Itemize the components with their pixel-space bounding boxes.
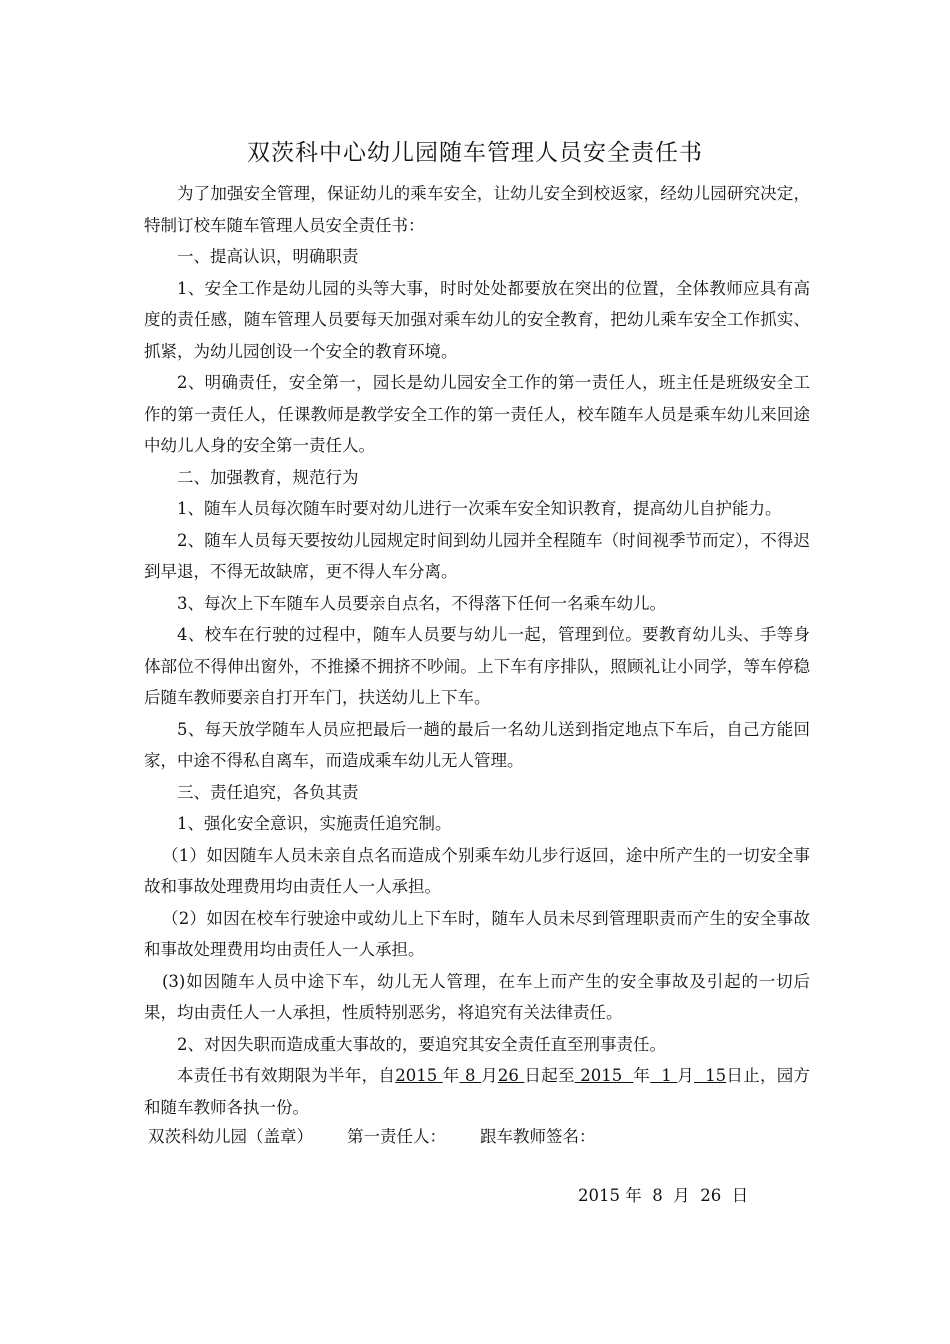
section-3-sub-2: （2）如因在校车行驶途中或幼儿上下车时，随车人员未尽到管理职责而产生的安全事故和事故处理费用均由责任人一人承担。 <box>144 908 810 959</box>
start-day: 26 <box>497 1066 525 1085</box>
year-char-1: 年 <box>442 1066 460 1085</box>
first-responsible-label: 第一责任人： <box>347 1127 446 1146</box>
section-3-item-1: 1、强化安全意识，实施责任追究制。 <box>177 814 452 833</box>
section-3-sub-3: (3)如因随车人员中途下车，幼儿无人管理，在车上而产生的安全事故及引起的一切后果，均由责任人一人承担，性质特别恶劣，将追究有关法律责任。 <box>144 971 810 1022</box>
month-char-2: 月 <box>677 1066 695 1085</box>
year-char-2: 年 <box>633 1066 651 1085</box>
validity-suffix: 日止，园方和随车教师各执一份。 <box>144 1066 811 1117</box>
validity-paragraph <box>144 1060 810 1123</box>
document-date: 2015 年 8 月 26 日 <box>578 1186 749 1205</box>
end-day: 15 <box>694 1066 727 1085</box>
section-2-heading: 二、加强教育，规范行为 <box>177 467 359 487</box>
section-2-item-3: 3、每次上下车随车人员要亲自点名，不得落下任何一名乘车幼儿。 <box>177 593 666 613</box>
section-2-item-1: 1、随车人员每次随车时要对幼儿进行一次乘车安全知识教育，提高幼儿自护能力。 <box>177 499 782 518</box>
end-month: 1 <box>650 1066 678 1085</box>
day-from-text: 日起至 <box>524 1066 575 1085</box>
section-3-heading: 三、责任追究，各负其责 <box>177 782 359 802</box>
month-char-1: 月 <box>481 1066 498 1085</box>
validity-prefix: 本责任书有效期限为半年，自 <box>177 1066 396 1085</box>
end-year: 2015 <box>574 1066 634 1085</box>
teacher-signature-label: 跟车教师签名： <box>480 1127 596 1146</box>
section-1-item-1: 1、安全工作是幼儿园的头等大事，时时处处都要放在突出的位置，全体教师应具有高度的责任感，随车管理人员要每天加强对乘车幼儿的安全教育，把幼儿乘车安全工作抓实、抓紧，为幼儿园创设一个安全的教育环境。 <box>144 278 810 361</box>
org-seal-label: 双茨科幼儿园（盖章） <box>148 1127 313 1146</box>
section-3-item-2: 2、对因失职而造成重大事故的，要追究其安全责任直至刑事责任。 <box>177 1034 666 1054</box>
document-title: 双茨科中心幼儿园随车管理人员安全责任书 <box>247 140 703 166</box>
section-3-sub-1: （1）如因随车人员未亲自点名而造成个别乘车幼儿步行返回，途中所产生的一切安全事故和事故处理费用均由责任人一人承担。 <box>144 845 810 896</box>
section-2-item-4: 4、校车在行驶的过程中，随车人员要与幼儿一起，管理到位。要教育幼儿头、手等身体部位不得伸出窗外，不推搡不拥挤不吵闹。上下车有序排队，照顾礼让小同学，等车停稳后随车教师要亲自打开车门，扶送幼儿上下车。 <box>144 625 810 707</box>
section-2-item-2: 2、随车人员每天要按幼儿园规定时间到幼儿园并全程随车（时间视季节而定），不得迟到早退，不得无故缺席，更不得人车分离。 <box>144 530 810 581</box>
start-month: 8 <box>459 1066 482 1085</box>
signature-line <box>148 1123 630 1147</box>
section-1-item-2: 2、明确责任，安全第一，园长是幼儿园安全工作的第一责任人，班主任是班级安全工作的第一责任人，任课教师是教学安全工作的第一责任人，校车随车人员是乘车幼儿来回途中幼儿人身的安全第一责任人。 <box>144 373 810 455</box>
section-2-item-5: 5、每天放学随车人员应把最后一趟的最后一名幼儿送到指定地点下车后，自己方能回家，中途不得私自离车，而造成乘车幼儿无人管理。 <box>144 719 810 770</box>
section-1-heading: 一、提高认识，明确职责 <box>177 247 359 266</box>
document-body <box>144 178 810 1123</box>
start-year: 2015 <box>395 1066 443 1085</box>
intro-paragraph: 为了加强安全管理，保证幼儿的乘车安全，让幼儿安全到校返家，经幼儿园研究决定，特制订校车随车管理人员安全责任书： <box>144 184 810 235</box>
